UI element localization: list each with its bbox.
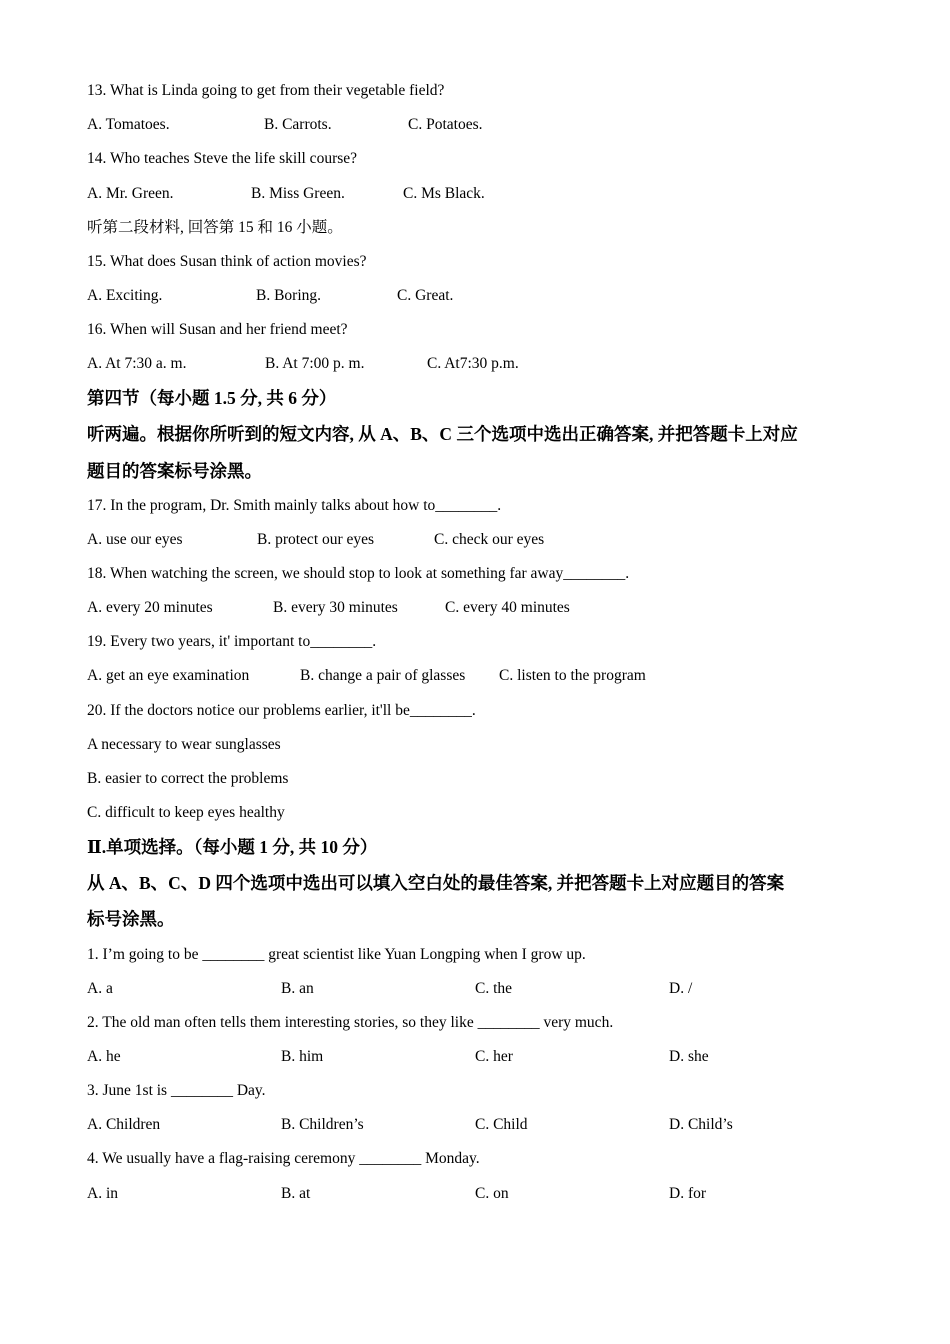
part-2-instruction: 从 A、B、C、D 四个选项中选出可以填入空白处的最佳答案, 并把答题卡上对应题目的答案 [87, 873, 785, 893]
question-20-option-b: B. easier to correct the problems [87, 770, 289, 787]
option-c: C. every 40 minutes [445, 599, 570, 616]
option-d: D. / [669, 980, 693, 997]
question-17-stem: 17. In the program, Dr. Smith mainly talks about how to________. [87, 497, 502, 514]
option-a: A. every 20 minutes [87, 599, 213, 616]
question-14-stem: 14. Who teaches Steve the life skill course? [87, 150, 358, 167]
option-c: C. check our eyes [434, 531, 545, 548]
grammar-question-2-options [87, 1047, 887, 1067]
option-b: B. at [281, 1185, 311, 1202]
option-a: A. get an eye examination [87, 667, 250, 684]
section-4-instruction-cont: 题目的答案标号涂黑。 [87, 461, 262, 481]
option-d: D. Child’s [669, 1116, 733, 1133]
question-19-options [87, 666, 887, 686]
option-a: A. Tomatoes. [87, 116, 170, 133]
question-13-stem: 13. What is Linda going to get from their vegetable field? [87, 82, 445, 99]
option-c: C. At7:30 p.m. [427, 355, 519, 372]
option-c: C. the [475, 980, 513, 997]
question-19-stem: 19. Every two years, it' important to________. [87, 633, 377, 650]
part-2-title: Ⅱ.单项选择。（每小题 1 分, 共 10 分） [87, 837, 378, 857]
option-a: A. use our eyes [87, 531, 183, 548]
option-b: B. an [281, 980, 314, 997]
option-b: B. At 7:00 p. m. [265, 355, 365, 372]
option-c: C. listen to the program [499, 667, 646, 684]
question-20-stem: 20. If the doctors notice our problems earlier, it'll be________. [87, 702, 476, 719]
option-a: A. Mr. Green. [87, 185, 174, 202]
option-a: A. At 7:30 a. m. [87, 355, 187, 372]
option-c: C. Child [475, 1116, 528, 1133]
option-a: A. Children [87, 1116, 161, 1133]
option-c: C. her [475, 1048, 513, 1065]
question-15-stem: 15. What does Susan think of action movies? [87, 253, 367, 270]
section-4-instruction: 听两遍。根据你所听到的短文内容, 从 A、B、C 三个选项中选出正确答案, 并把答题卡上对应 [87, 424, 798, 444]
option-b: B. Boring. [256, 287, 322, 304]
question-15-options [87, 286, 887, 306]
option-d: D. for [669, 1185, 707, 1202]
grammar-question-3-stem: 3. June 1st is ________ Day. [87, 1082, 266, 1099]
question-18-options [87, 598, 887, 618]
question-16-stem: 16. When will Susan and her friend meet? [87, 321, 348, 338]
option-a: A. a [87, 980, 113, 997]
question-16-options [87, 354, 887, 374]
option-c: C. Ms Black. [403, 185, 485, 202]
option-a: A. he [87, 1048, 121, 1065]
option-a: A. in [87, 1185, 118, 1202]
option-b: B. Carrots. [264, 116, 332, 133]
option-b: B. him [281, 1048, 324, 1065]
grammar-question-4-options [87, 1184, 887, 1204]
grammar-question-4-stem: 4. We usually have a flag-raising ceremony ________ Monday. [87, 1150, 480, 1167]
question-13-options [87, 115, 887, 135]
option-c: C. Great. [397, 287, 454, 304]
question-14-options [87, 184, 887, 204]
section-instruction: 听第二段材料, 回答第 15 和 16 小题。 [87, 219, 343, 236]
option-c: C. Potatoes. [408, 116, 483, 133]
grammar-question-2-stem: 2. The old man often tells them interesting stories, so they like ________ very much. [87, 1014, 614, 1031]
grammar-question-1-options [87, 979, 887, 999]
part-2-instruction-cont: 标号涂黑。 [87, 909, 175, 929]
option-b: B. Children’s [281, 1116, 364, 1133]
grammar-question-3-options [87, 1115, 887, 1135]
question-20-option-c: C. difficult to keep eyes healthy [87, 804, 285, 821]
question-17-options [87, 530, 887, 550]
section-4-title: 第四节（每小题 1.5 分, 共 6 分） [87, 388, 337, 408]
option-c: C. on [475, 1185, 509, 1202]
option-b: B. change a pair of glasses [300, 667, 466, 684]
option-b: B. every 30 minutes [273, 599, 398, 616]
grammar-question-1-stem: 1. I’m going to be ________ great scientist like Yuan Longping when I grow up. [87, 946, 586, 963]
option-a: A. Exciting. [87, 287, 163, 304]
question-18-stem: 18. When watching the screen, we should stop to look at something far away________. [87, 565, 630, 582]
option-d: D. she [669, 1048, 709, 1065]
question-20-option-a: A necessary to wear sunglasses [87, 736, 281, 753]
option-b: B. protect our eyes [257, 531, 375, 548]
option-b: B. Miss Green. [251, 185, 345, 202]
